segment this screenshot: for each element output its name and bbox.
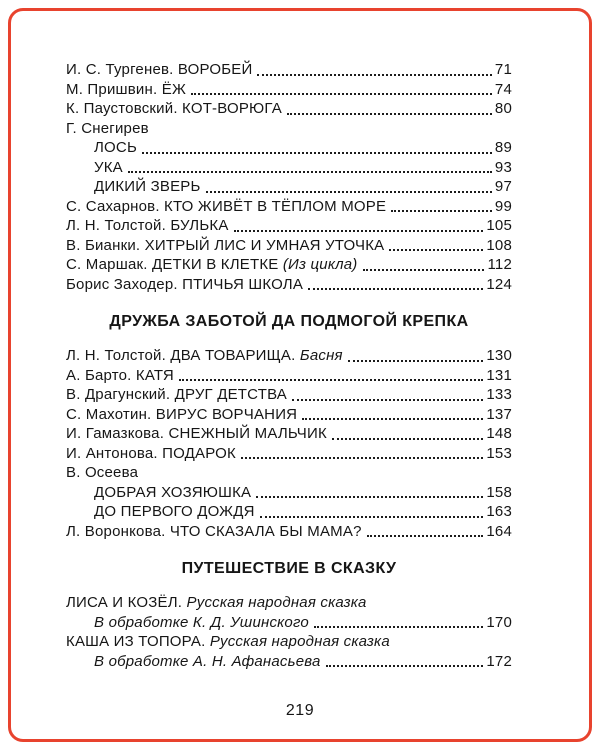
toc-entry (66, 275, 512, 295)
entry-page: 71 (494, 61, 512, 78)
entry-text-italic: В обработке К. Д. Ушинского (94, 613, 309, 631)
toc-entry (66, 255, 512, 275)
entry-page: 112 (487, 256, 512, 273)
dot-leader (142, 152, 492, 154)
dot-leader (128, 171, 492, 173)
toc-entry (66, 138, 512, 158)
dot-leader (241, 457, 483, 459)
toc-entry (66, 502, 512, 522)
toc-entry (66, 236, 512, 256)
toc-content (66, 60, 512, 671)
entry-page: 164 (486, 522, 512, 540)
entry-page: 170 (486, 613, 512, 631)
entry-text: А. Барто. КАТЯ (66, 366, 174, 384)
dot-leader (314, 626, 483, 628)
toc-entry (66, 613, 512, 633)
toc-entry-title-line (66, 632, 512, 652)
entry-text: ДО ПЕРВОГО ДОЖДЯ (94, 503, 255, 520)
entry-text-italic: (Из цикла) (282, 256, 358, 273)
entry-text: И. Гамазкова. СНЕЖНЫЙ МАЛЬЧИК (66, 425, 327, 442)
dot-leader (206, 191, 492, 193)
entry-page: 99 (494, 197, 512, 215)
dot-leader (391, 210, 492, 212)
entry-text-italic: В обработке А. Н. Афанасьева (94, 652, 321, 670)
entry-page: 133 (486, 386, 512, 403)
toc-entry (66, 158, 512, 178)
entry-text: Борис Заходер. ПТИЧЬЯ ШКОЛА (66, 275, 304, 293)
entry-text: С. Сахарнов. КТО ЖИВЁТ В ТЁПЛОМ МОРЕ (66, 197, 387, 215)
toc-author-line (66, 463, 512, 483)
entry-page: 80 (494, 100, 512, 117)
dot-leader (308, 288, 483, 290)
entry-page: 124 (486, 275, 512, 293)
dot-leader (292, 399, 483, 401)
dot-leader (260, 516, 484, 518)
dot-leader (326, 665, 484, 667)
entry-page: 137 (486, 405, 512, 423)
entry-text: И. С. Тургенев. ВОРОБЕЙ (66, 61, 253, 78)
dot-leader (332, 438, 483, 440)
toc-author-line (66, 119, 512, 139)
toc-entry (66, 346, 512, 366)
entry-text: К. Паустовский. КОТ-ВОРЮГА (66, 100, 282, 117)
toc-entry (66, 60, 512, 80)
entry-text-italic: Русская народная сказка (186, 594, 367, 611)
dot-leader (389, 249, 483, 251)
toc-entry (66, 216, 512, 236)
dot-leader (287, 113, 492, 115)
toc-entry (66, 444, 512, 464)
toc-entry (66, 177, 512, 197)
entry-page: 130 (486, 347, 512, 364)
toc-entry (66, 99, 512, 119)
entry-page: 105 (486, 217, 512, 234)
section-heading: ПУТЕШЕСТВИЕ В СКАЗКУ (181, 560, 397, 577)
entry-text: И. Антонова. ПОДАРОК (66, 444, 236, 462)
entry-text: М. Пришвин. ЁЖ (66, 80, 186, 98)
toc-entry (66, 483, 512, 503)
dot-leader (234, 230, 484, 232)
toc-entry (66, 80, 512, 100)
entry-text: ДОБРАЯ ХОЗЯЮШКА (94, 483, 252, 501)
entry-text: Л. Н. Толстой. БУЛЬКА (66, 217, 229, 234)
entry-text: В. Бианки. ХИТРЫЙ ЛИС И УМНАЯ УТОЧКА (66, 236, 385, 254)
section-heading: ДРУЖБА ЗАБОТОЙ ДА ПОДМОГОЙ КРЕПКА (109, 313, 469, 330)
toc-entry-title-line (66, 593, 512, 613)
toc-entry (66, 424, 512, 444)
entry-page: 108 (486, 236, 512, 254)
entry-page: 158 (486, 483, 512, 501)
entry-text: Л. Воронкова. ЧТО СКАЗАЛА БЫ МАМА? (66, 522, 362, 540)
dot-leader (257, 74, 491, 76)
entry-text: Л. Н. Толстой. ДВА ТОВАРИЩА. (66, 347, 300, 364)
dot-leader (367, 535, 484, 537)
entry-page: 93 (494, 158, 512, 176)
entry-text: ДИКИЙ ЗВЕРЬ (94, 178, 201, 195)
entry-page: 148 (486, 425, 512, 442)
entry-text: С. Маршак. ДЕТКИ В КЛЕТКЕ (66, 256, 283, 273)
entry-page: 97 (494, 178, 512, 195)
dot-leader (179, 379, 483, 381)
entry-text: УКА (94, 158, 123, 176)
dot-leader (348, 360, 484, 362)
toc-entry (66, 522, 512, 542)
dot-leader (363, 269, 485, 271)
entry-text: ЛОСЬ (94, 139, 137, 156)
entry-text: Г. Снегирев (66, 119, 149, 137)
dot-leader (302, 418, 483, 420)
dot-leader (191, 93, 492, 95)
dot-leader (256, 496, 483, 498)
toc-entry (66, 197, 512, 217)
entry-page: 131 (486, 366, 512, 384)
entry-text: В. Осеева (66, 464, 139, 481)
entry-page: 89 (494, 139, 512, 156)
toc-entry (66, 405, 512, 425)
toc-entry (66, 652, 512, 672)
entry-text: КАША ИЗ ТОПОРА. (66, 633, 210, 650)
entry-page: 172 (486, 652, 512, 670)
entry-text: С. Махотин. ВИРУС ВОРЧАНИЯ (66, 405, 298, 423)
entry-text-italic: Русская народная сказка (209, 633, 390, 650)
entry-text: ЛИСА И КОЗЁЛ. (66, 594, 187, 611)
toc-entry (66, 385, 512, 405)
entry-page: 163 (486, 503, 512, 520)
entry-page: 74 (494, 80, 512, 98)
entry-text-italic: Басня (299, 347, 343, 364)
page-number: 219 (285, 702, 315, 719)
entry-text: В. Драгунский. ДРУГ ДЕТСТВА (66, 386, 287, 403)
entry-page: 153 (486, 444, 512, 462)
toc-entry (66, 366, 512, 386)
